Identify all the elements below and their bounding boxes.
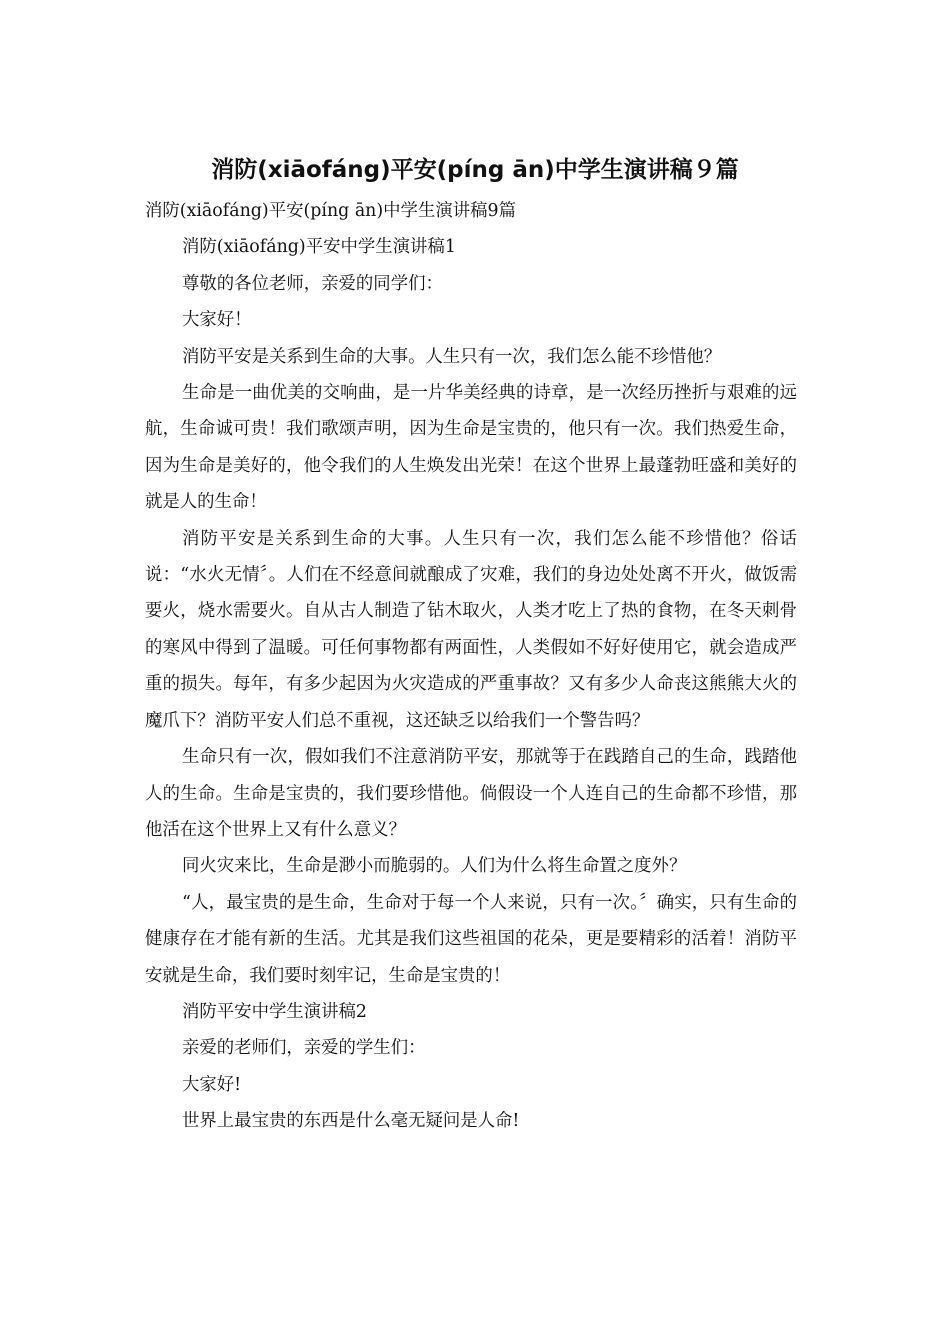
section-heading-1: 消防(xiāofáng)平安中学生演讲稿1 bbox=[182, 237, 456, 258]
document-body bbox=[145, 193, 797, 1140]
salutation-paragraph: 亲爱的老师们，亲爱的学生们： bbox=[182, 1038, 426, 1059]
greeting-paragraph: 大家好! bbox=[182, 1074, 242, 1095]
salutation-paragraph: 尊敬的各位老师，亲爱的同学们： bbox=[182, 273, 443, 294]
body-paragraph: 同火灾来比，生命是渺小而脆弱的。人们为什么将生命置之度外？ bbox=[182, 856, 687, 877]
document-title: 消防(xiāofáng)平安(píng ān)中学生演讲稿９篇 bbox=[211, 157, 739, 183]
body-paragraph: 消防平安是关系到生命的大事。人生只有一次，我们怎么能不珍惜他？ bbox=[182, 346, 722, 367]
body-paragraph: 世界上最宝贵的东西是什么毫无疑问是人命! bbox=[182, 1111, 520, 1132]
section-heading-2: 消防平安中学生演讲稿2 bbox=[182, 1001, 367, 1022]
body-paragraph: 消防平安是关系到生命的大事。人生只有一次，我们怎么能不珍惜他？俗话说：“水火无情〞。人们在不经意间就酿成了灾难，我们的身边处处离不开火，做饭需要火，烧水需要火。自从古人制造了钻木取火，人类才吃上了热的食物，在冬天刺骨的寒风中得到了温暖。可任何事物都有两面性，人类假如不好好使用它，就会造成严重的损失。每年，有多少起因为火灾造成的严重事故？又有多少人命丧这熊熊大火的魔爪下？消防平安人们总不重视，这还缺乏以给我们一个警告吗？ bbox=[145, 528, 797, 731]
greeting-paragraph: 大家好！ bbox=[182, 310, 252, 331]
body-paragraph: 生命是一曲优美的交响曲，是一片华美经典的诗章，是一次经历挫折与艰难的远航，生命诚可贵！我们歌颂声明，因为生命是宝贵的，他只有一次。我们热爱生命，因为生命是美好的，他令我们的人生焕发出光荣！在这个世界上最蓬勃旺盛和美好的就是人的生命！ bbox=[145, 383, 797, 513]
body-paragraph: 生命只有一次，假如我们不注意消防平安，那就等于在践踏自己的生命，践踏他人的生命。生命是宝贵的，我们要珍惜他。倘假设一个人连自己的生命都不珍惜，那他活在这个世界上又有什么意义？ bbox=[145, 747, 797, 840]
subtitle-paragraph: 消防(xiāofáng)平安(píng ān)中学生演讲稿9篇 bbox=[145, 201, 516, 221]
body-paragraph: “人，最宝贵的是生命，生命对于每一个人来说，只有一次。〞确实，只有生命的健康存在才能有新的生活。尤其是我们这些祖国的花朵，更是要精彩的活着！消防平安就是生命，我们要时刻牢记，生命是宝贵的！ bbox=[145, 892, 797, 986]
